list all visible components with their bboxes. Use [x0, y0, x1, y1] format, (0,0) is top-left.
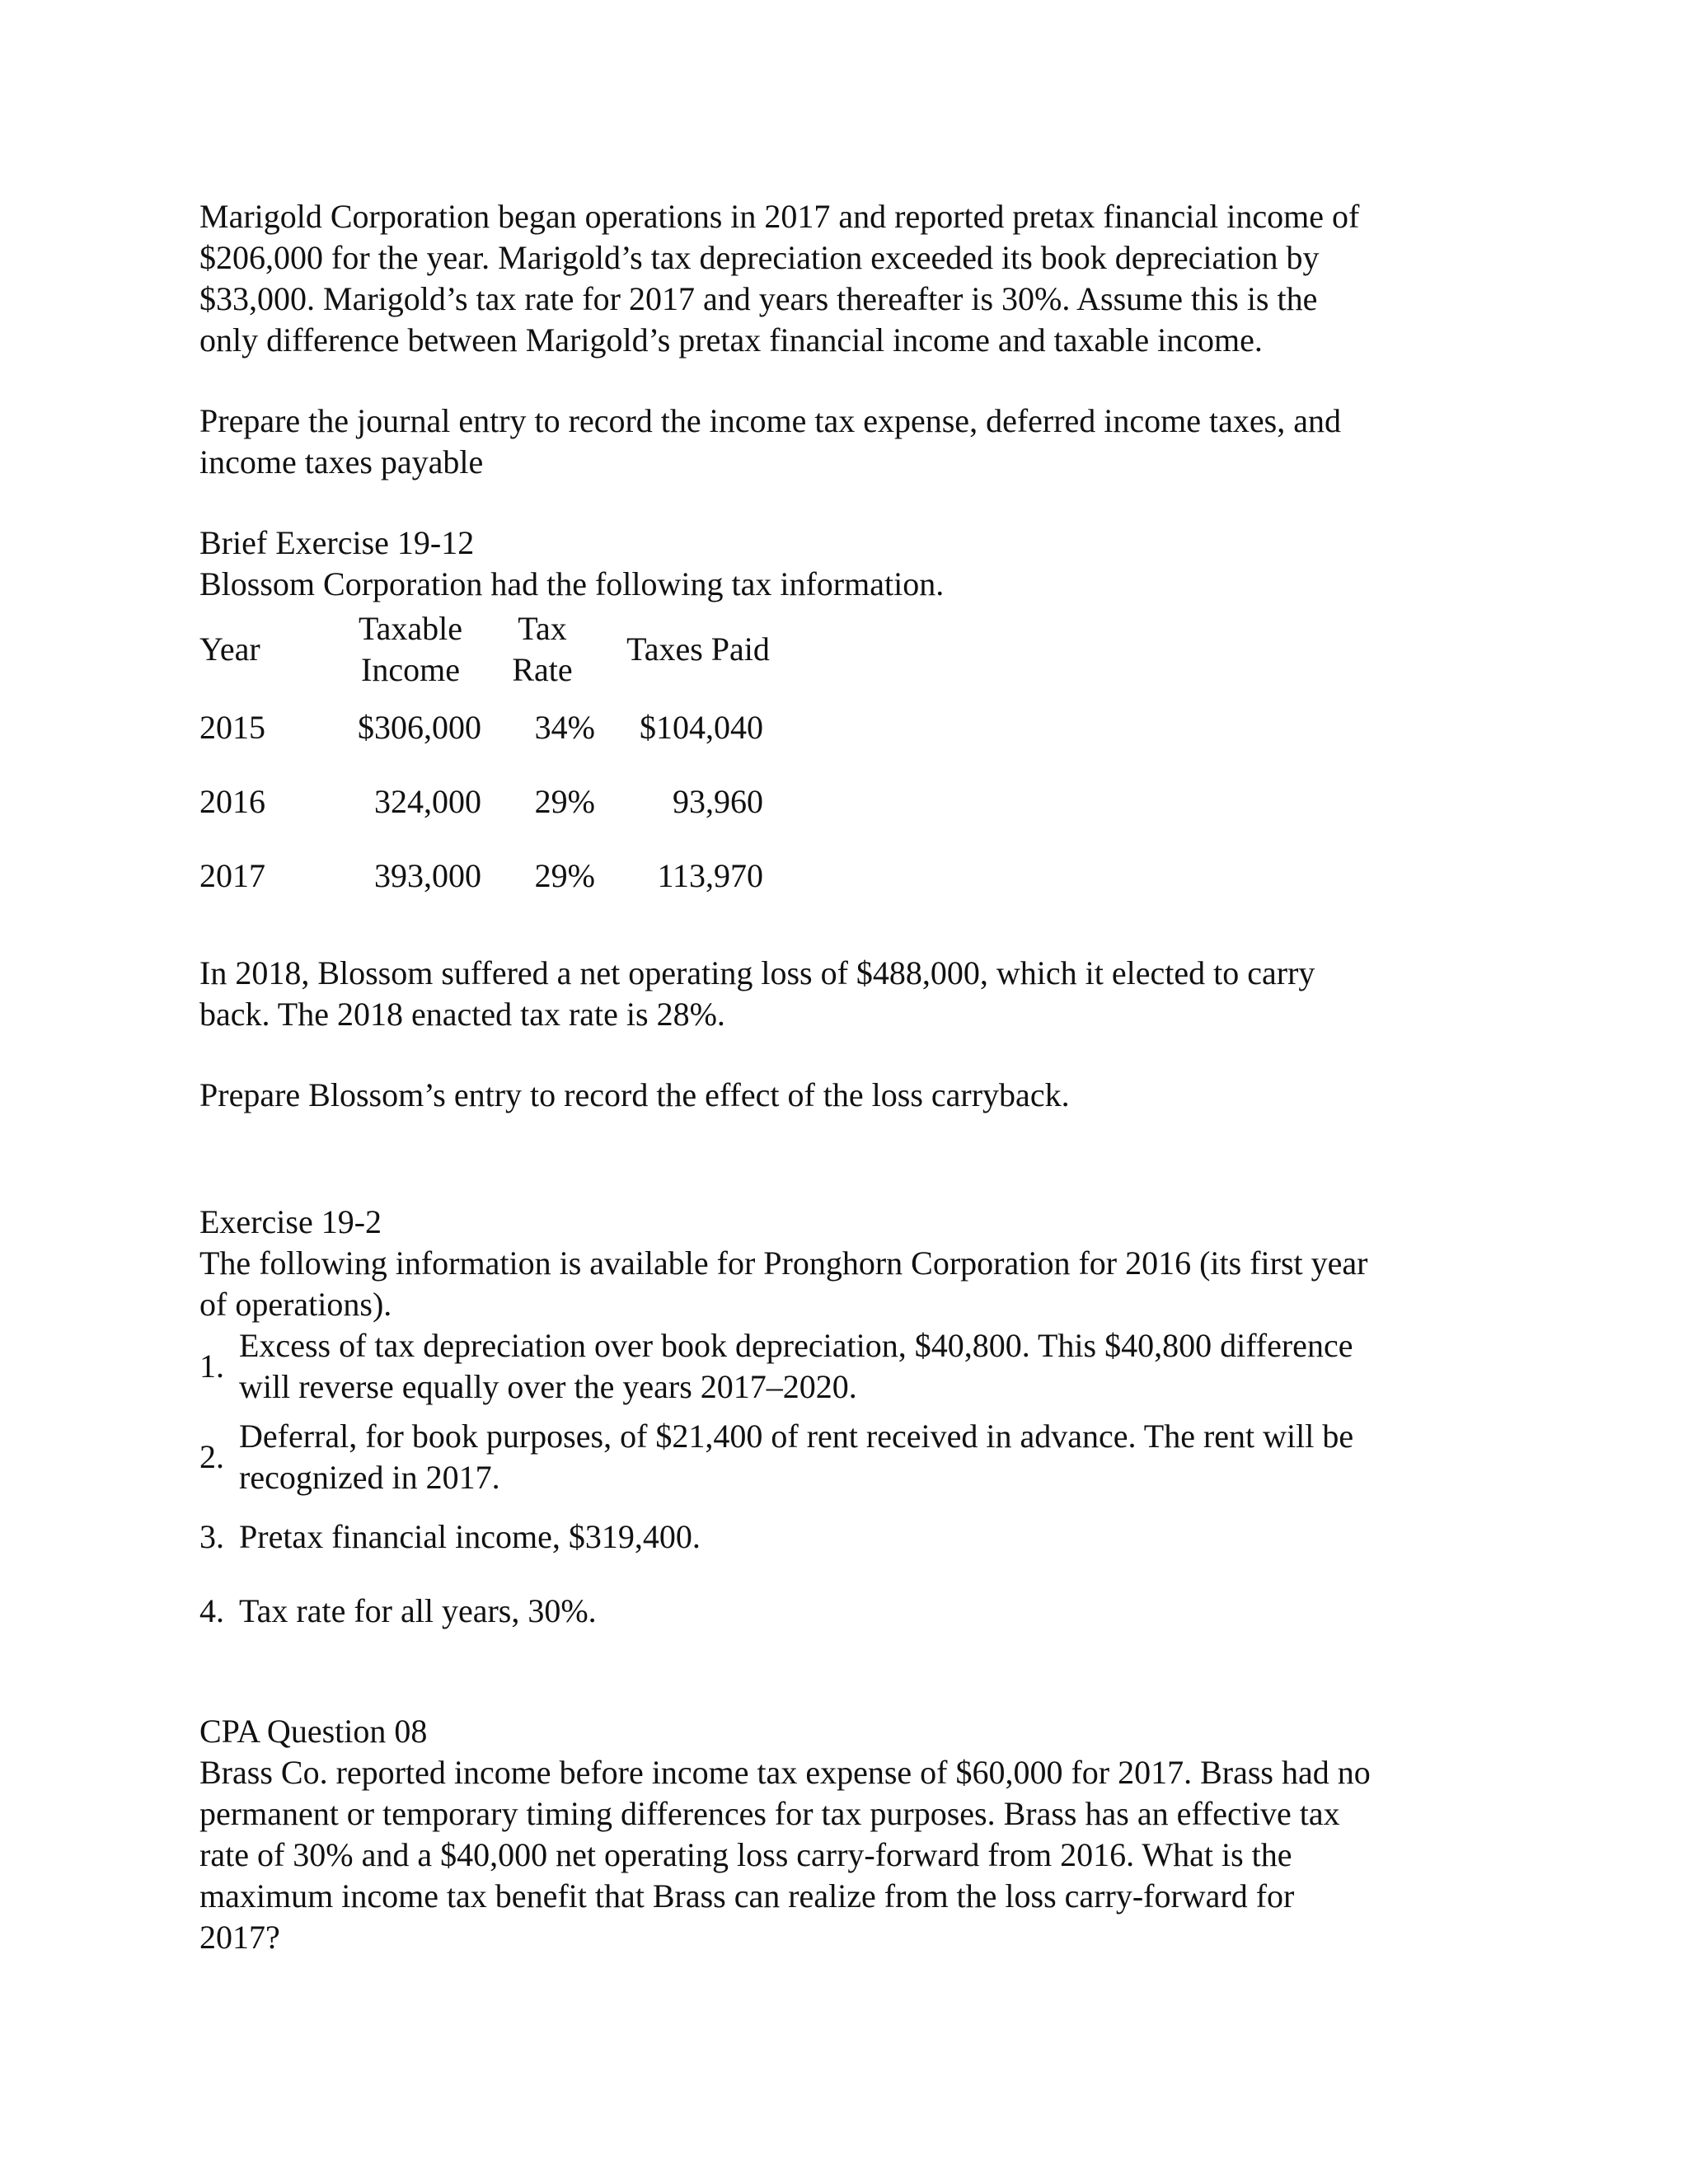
list-item-number: 3.: [199, 1518, 224, 1555]
blossom-loss-line: back. The 2018 enacted tax rate is 28%.: [199, 996, 725, 1033]
cell-rate: 34%: [534, 709, 595, 746]
table-row: [199, 691, 793, 765]
cell-rate: 29%: [534, 857, 595, 894]
cell-year: 2015: [199, 709, 265, 746]
list-item-number: 1.: [199, 1347, 224, 1385]
pronghorn-list: [199, 1325, 1485, 1632]
pronghorn-heading: Exercise 19-2: [199, 1203, 382, 1240]
table-header-row: [199, 608, 793, 691]
cell-paid: 93,960: [673, 783, 763, 820]
blossom-intro: Blossom Corporation had the following tax information.: [199, 565, 945, 602]
marigold-instruction-line: income taxes payable: [199, 443, 484, 480]
marigold-instruction-line: Prepare the journal entry to record the income tax expense, deferred income taxes, and: [199, 402, 1341, 439]
tax-information-table: [199, 608, 793, 913]
header-year: Year: [199, 630, 260, 668]
document-page: [199, 196, 1485, 1958]
list-item: [199, 1591, 1485, 1632]
header-taxable-income: Taxable Income: [358, 610, 462, 688]
list-item-number: 2.: [199, 1438, 224, 1475]
blossom-section: [199, 523, 1485, 1116]
marigold-line: Marigold Corporation began operations in 2017 and reported pretax financial income of: [199, 198, 1360, 235]
cell-income: $306,000: [358, 709, 481, 746]
cpa-heading: CPA Question 08: [199, 1713, 428, 1750]
marigold-paragraph: [199, 196, 1485, 361]
blossom-instruction: Prepare Blossom’s entry to record the effect of the loss carryback.: [199, 1076, 1070, 1113]
marigold-section: [199, 196, 1485, 483]
marigold-line: only difference between Marigold’s pretax financial income and taxable income.: [199, 321, 1263, 359]
list-item-number: 4.: [199, 1592, 224, 1629]
list-item: [199, 1516, 1485, 1558]
cell-year: 2016: [199, 783, 265, 820]
marigold-line: $33,000. Marigold’s tax rate for 2017 and years thereafter is 30%. Assume this is the: [199, 280, 1318, 317]
cell-income: 324,000: [374, 783, 481, 820]
cell-income: 393,000: [374, 857, 481, 894]
pronghorn-intro: The following information is available for Pronghorn Corporation for 2016 (its first year of operations).: [199, 1244, 1368, 1323]
list-item-text: Pretax financial income, $319,400.: [239, 1518, 701, 1555]
marigold-line: $206,000 for the year. Marigold’s tax depreciation exceeded its book depreciation by: [199, 239, 1320, 276]
cell-paid: $104,040: [640, 709, 763, 746]
blossom-loss-line: In 2018, Blossom suffered a net operating loss of $488,000, which it elected to carry: [199, 954, 1315, 991]
table-row: [199, 839, 793, 913]
cpa-section: [199, 1711, 1485, 1958]
list-item-text: Deferral, for book purposes, of $21,400 of rent received in advance. The rent will be recognized in 2017.: [239, 1418, 1354, 1496]
cell-rate: 29%: [534, 783, 595, 820]
list-item-text: Excess of tax depreciation over book depreciation, $40,800. This $40,800 difference will reverse equally over the years 2017–2020.: [239, 1327, 1353, 1405]
list-item: [199, 1325, 1485, 1408]
cell-paid: 113,970: [657, 857, 763, 894]
marigold-instruction: [199, 401, 1485, 483]
blossom-heading: Brief Exercise 19-12: [199, 524, 475, 561]
list-item-text: Tax rate for all years, 30%.: [239, 1592, 597, 1629]
cell-year: 2017: [199, 857, 265, 894]
header-tax-rate: Tax Rate: [512, 610, 573, 688]
list-item: [199, 1416, 1485, 1498]
pronghorn-section: [199, 1202, 1485, 1632]
cpa-paragraph: Brass Co. reported income before income tax expense of $60,000 for 2017. Brass had no permanent or temporary timing differences for tax purposes. Brass has an effective tax rate of 30% and a $40,000 net operating loss carry-forward from 2016. What is the maximum income tax benefit that Brass can realize from the loss carry-forward for 2017?: [199, 1754, 1371, 1956]
table-row: [199, 765, 793, 839]
blossom-loss-paragraph: [199, 953, 1485, 1035]
header-taxes-paid: Taxes Paid: [626, 630, 770, 668]
